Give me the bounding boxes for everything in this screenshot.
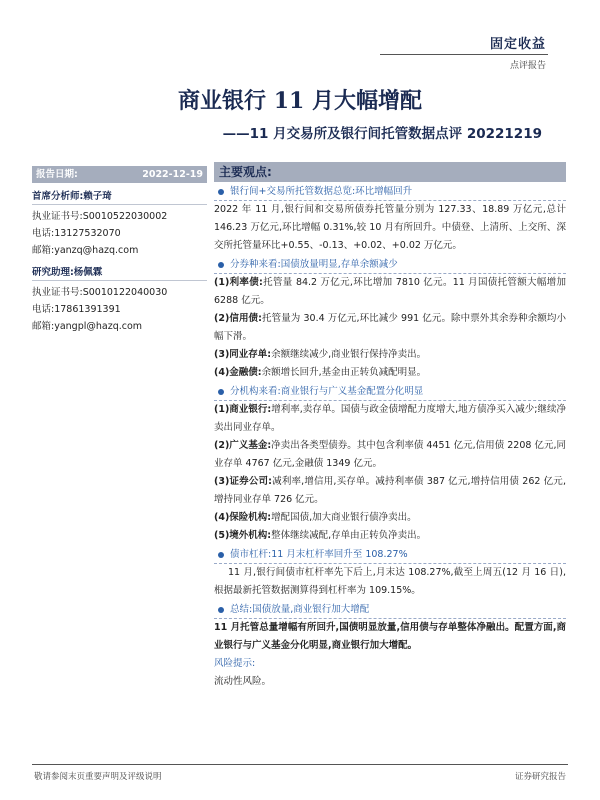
bullet-icon [218,389,224,395]
footer-report-label: 证券研究报告 [514,772,566,782]
chief-analyst: 首席分析师:赖子琦 [32,188,207,205]
paragraph-securities-firms: (3)证券公司:减利率,增信用,买存单。减持利率债 387 亿元,增持信用债 262 亿元,增持同业存单 726 亿元。 [214,476,566,505]
paragraph-rate-bonds: (1)利率债:托管量 84.2 万亿元,环比增加 7810 亿元。11 月国债托管额大幅增加 6288 亿元。 [214,277,566,306]
section-heading-leverage: 债市杠杆:11 月末杠杆率回升至 108.27% [214,546,566,564]
assistant-email: 邮箱:yangpl@hazq.com [32,321,143,332]
paragraph-foreign: (5)境外机构:整体继续减配,存单由正转负净卖出。 [214,530,427,541]
paragraph-leverage: 11 月,银行间债市杠杆率先下后上,月末达 108.27%,截至上周五(12 月 16 日),根据最新托管数据测算得到杠杆率为 109.15%。 [214,567,566,596]
risk-label: 风险提示: [214,658,256,669]
paragraph-ncd: (3)同业存单:余额继续减少,商业银行保持净卖出。 [214,349,427,360]
paragraph-commercial-banks: (1)商业银行:增利率,卖存单。国债与政金债增配力度增大,地方债净买入减少;继续净卖出同业存单。 [214,404,566,433]
paragraph-credit-bonds: (2)信用债:托管量为 30.4 万亿元,环比减少 991 亿元。除中票外其余券种余额均小幅下滑。 [214,313,566,342]
bullet-icon [218,262,224,268]
report-title: 商业银行 11 月大幅增配 [178,88,422,114]
paragraph-summary: 11 月托管总量增幅有所回升,国债明显放量,信用债与存单整体净融出。配置方面,商业银行与广义基金分化明显,商业银行加大增配。 [214,622,566,651]
paragraph-financial-bonds: (4)金融债:余额增长回升,基金由正转负减配明显。 [214,367,427,378]
paragraph-insurance: (4)保险机构:增配国债,加大商业银行债净卖出。 [214,512,417,523]
section-heading-summary: 总结:国债放量,商业银行加大增配 [214,601,566,619]
assistant-phone: 电话:17861391391 [32,304,121,315]
risk-text: 流动性风险。 [214,676,272,687]
report-date-label: 报告日期: [36,169,78,180]
section-heading-by-institution: 分机构来看:商业银行与广义基金配置分化明显 [214,383,566,401]
assistant-license: 执业证书号:S0010122040030 [32,287,168,298]
footer-divider [32,764,568,765]
paragraph-broad-funds: (2)广义基金:净卖出各类型债券。其中包含利率债 4451 亿元,信用债 2208 亿元,同业存单 4767 亿元,金融债 1349 亿元。 [214,440,566,469]
report-type: 点评报告 [509,61,546,71]
author-sidebar [32,166,207,332]
report-date-value: 2022-12-19 [142,169,203,180]
analyst-phone: 电话:13127532070 [32,228,121,239]
research-assistant: 研究助理:杨佩霖 [32,264,207,281]
report-category: 固定收益 [489,37,546,52]
paragraph-overview: 2022 年 11 月,银行间和交易所债券托管量分别为 127.33、18.89 万亿元,总计 146.23 万亿元,环比增幅 0.31%,较 10 月有所回升。中债登、上清所、上交所、深交所托管量环比+0.55、-0.13、+0.02、+0.02 万亿元。 [214,204,566,251]
bullet-icon [218,607,224,613]
bullet-icon [218,189,224,195]
analyst-license: 执业证书号:S0010522030002 [32,211,168,222]
main-heading: 主要观点: [214,162,566,182]
page-header [0,0,600,72]
main-content [214,162,566,691]
header-divider [380,54,548,55]
report-subtitle: ——11 月交易所及银行间托管数据点评 20221219 [222,126,542,142]
section-heading-by-type: 分券种来看:国债放量明显,存单余额减少 [214,256,566,274]
bullet-icon [218,552,224,558]
footer-disclaimer: 敬请参阅末页重要声明及评级说明 [34,772,162,782]
section-heading-overview: 银行间+交易所托管数据总览:环比增幅回升 [214,183,566,201]
analyst-email: 邮箱:yanzq@hazq.com [32,245,139,256]
report-date-bar [32,166,207,183]
